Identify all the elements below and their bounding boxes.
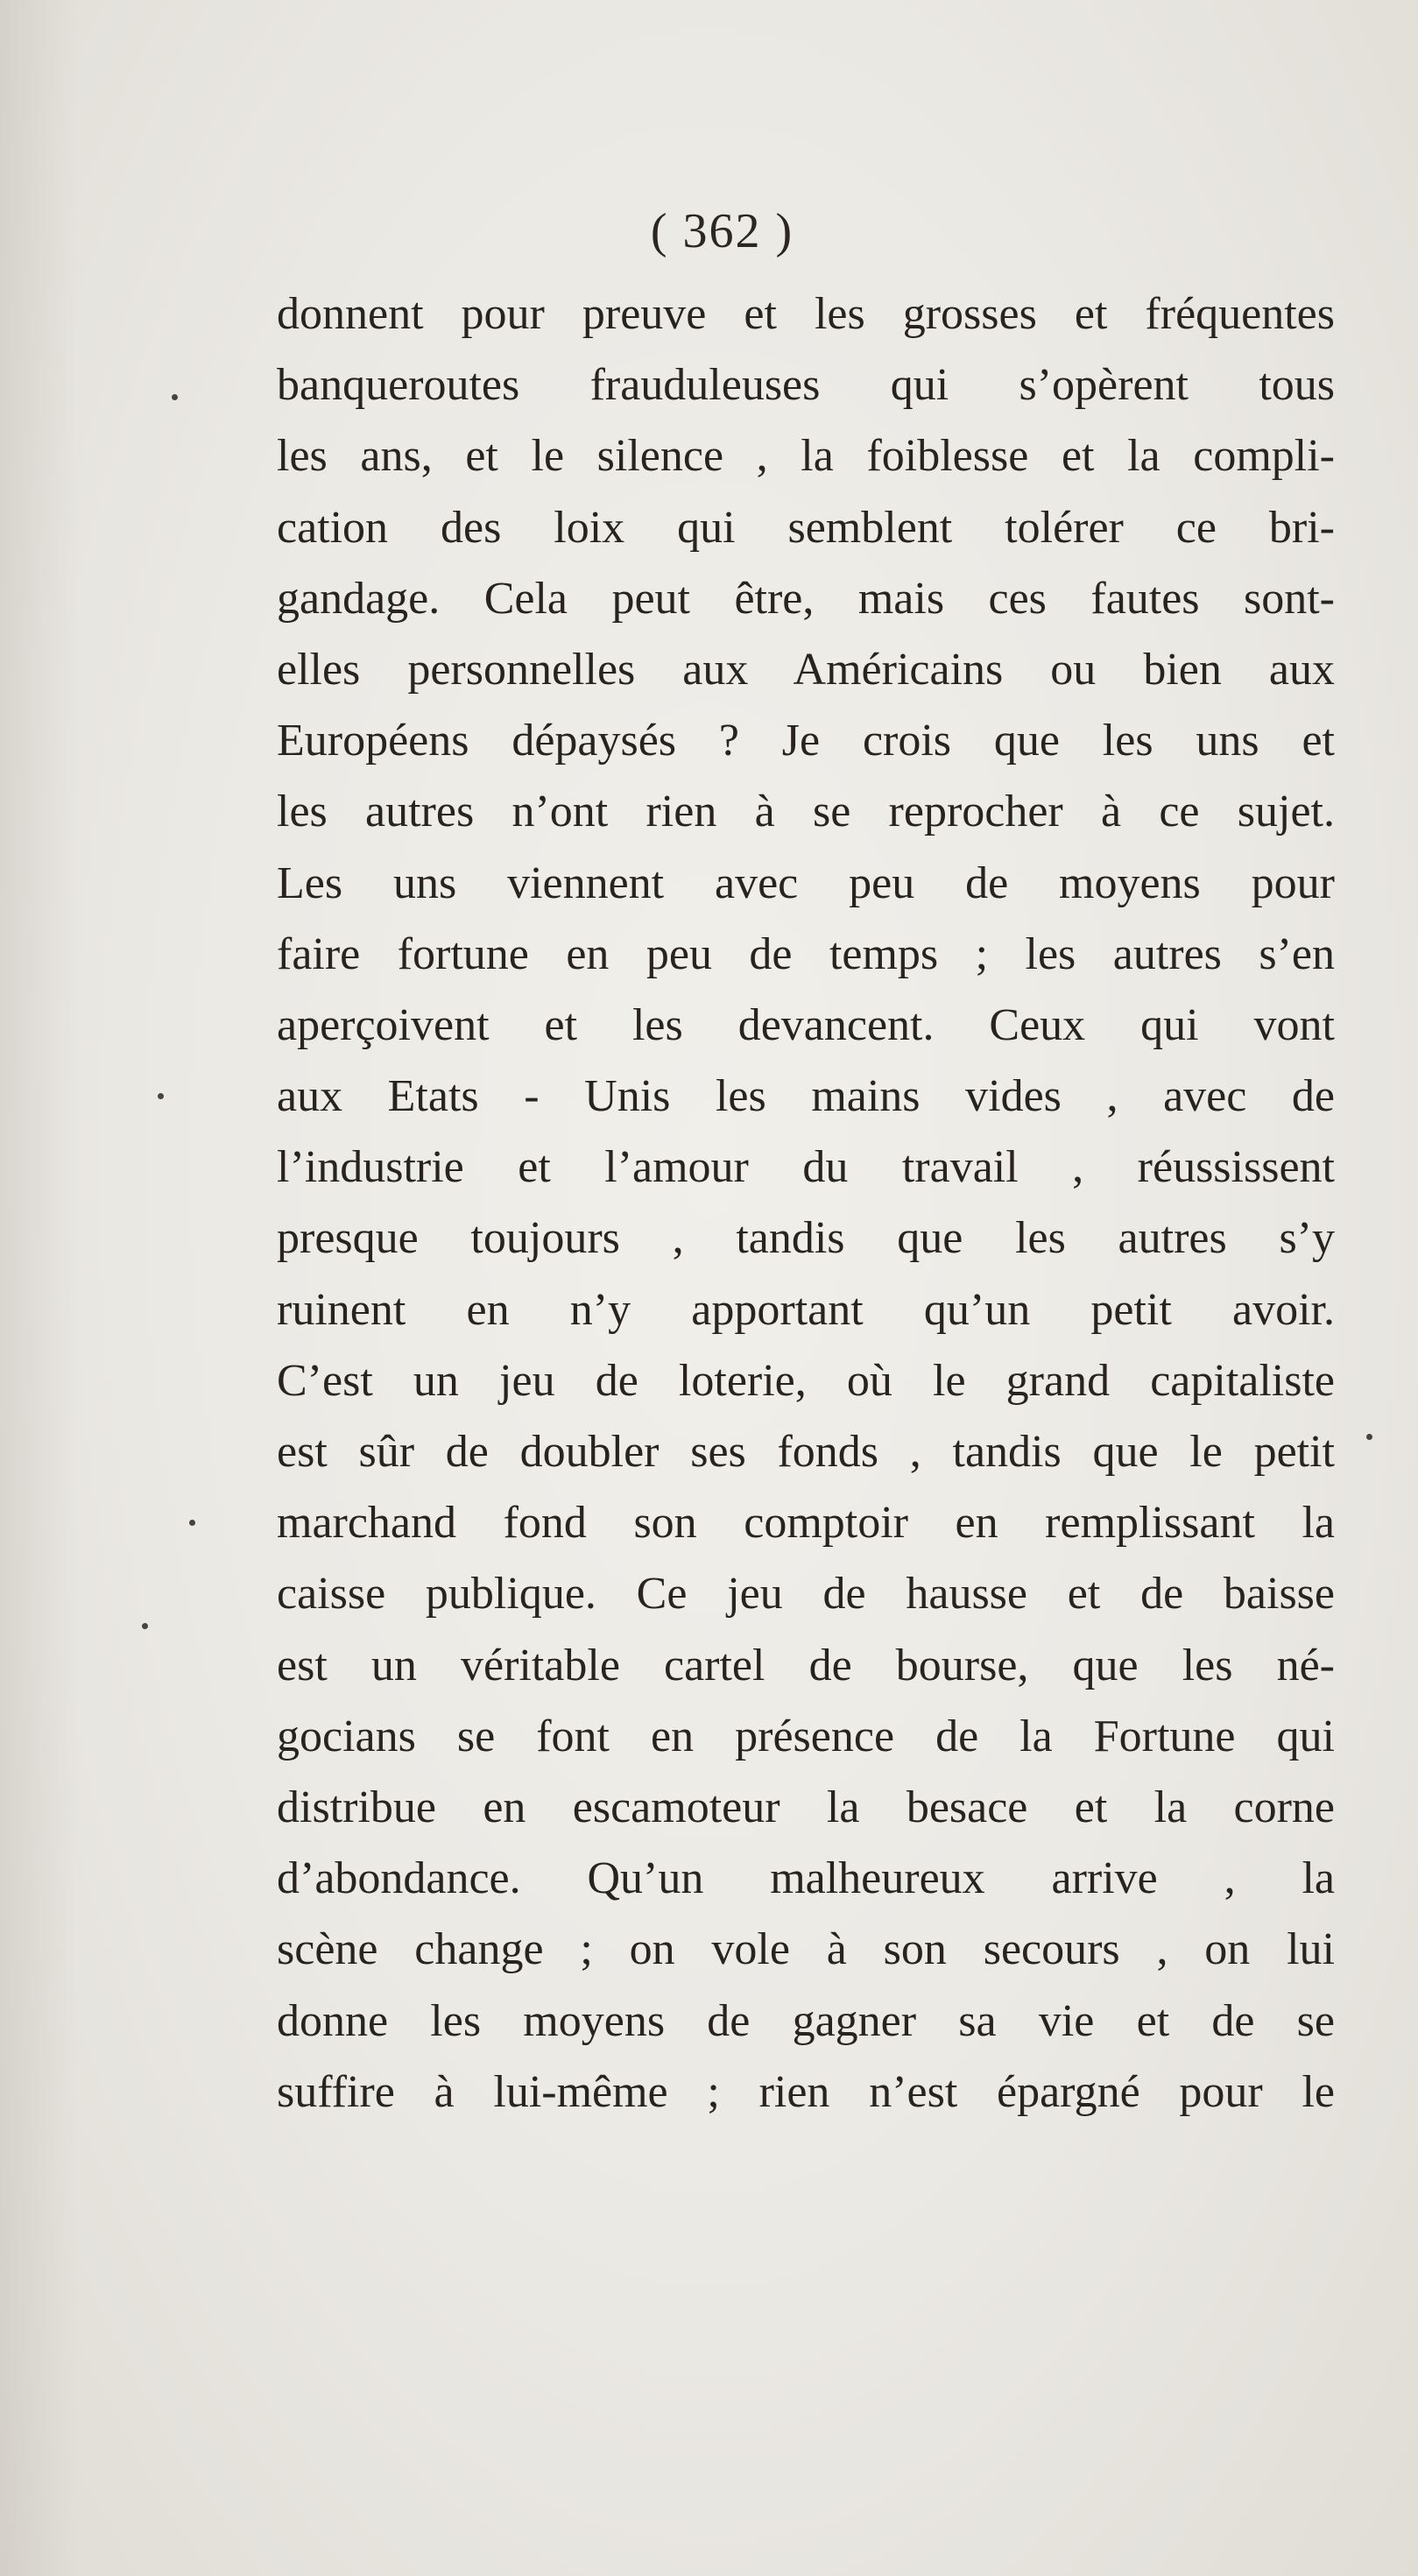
text-line: donnent pour preuve et les grosses et fréquentes bbox=[277, 289, 1335, 339]
text-line: elles personnelles aux Américains ou bien aux bbox=[277, 644, 1335, 695]
text-line: d’abondance. Qu’un malheureux arrive , la bbox=[277, 1853, 1335, 1904]
text-line: Européens dépaysés ? Je crois que les uns et bbox=[277, 716, 1335, 766]
body-text bbox=[277, 279, 1335, 2128]
ink-speck bbox=[1366, 1434, 1372, 1440]
text-line: caisse publique. Ce jeu de hausse et de baisse bbox=[277, 1569, 1335, 1620]
text-line: marchand fond son comptoir en remplissant la bbox=[277, 1498, 1335, 1549]
text-line: aux Etats - Unis les mains vides , avec de bbox=[277, 1071, 1335, 1122]
text-line: suffire à lui-même ; rien n’est épargné pour le bbox=[277, 2066, 1335, 2117]
text-line: C’est un jeu de loterie, où le grand capitaliste bbox=[277, 1355, 1335, 1406]
text-line: distribue en escamoteur la besace et la corne bbox=[277, 1782, 1335, 1832]
ink-speck bbox=[158, 1093, 164, 1099]
text-line: les autres n’ont rien à se reprocher à ce sujet. bbox=[277, 787, 1335, 837]
text-line: l’industrie et l’amour du travail , réussissent bbox=[277, 1142, 1335, 1193]
ink-speck bbox=[189, 1520, 195, 1526]
page-number: ( 362 ) bbox=[650, 204, 794, 258]
text-line: est un véritable cartel de bourse, que les né- bbox=[277, 1640, 1335, 1690]
text-line: scène change ; on vole à son secours , on lui bbox=[277, 1924, 1335, 1975]
ink-speck bbox=[172, 394, 178, 400]
text-line: faire fortune en peu de temps ; les autres s’en bbox=[277, 928, 1335, 979]
text-line: banqueroutes frauduleuses qui s’opèrent tous bbox=[277, 360, 1335, 411]
text-line: est sûr de doubler ses fonds , tandis que le petit bbox=[277, 1427, 1335, 1477]
text-line: les ans, et le silence , la foiblesse et la compli- bbox=[277, 431, 1335, 482]
page-fold-shadow bbox=[0, 0, 79, 2576]
ink-speck bbox=[142, 1623, 148, 1629]
text-line: presque toujours , tandis que les autres s’y bbox=[277, 1213, 1335, 1264]
text-line: Les uns viennent avec peu de moyens pour bbox=[277, 857, 1335, 908]
text-line: gocians se font en présence de la Fortune qui bbox=[277, 1711, 1335, 1761]
text-line: cation des loix qui semblent tolérer ce bri- bbox=[277, 502, 1335, 553]
text-line: ruinent en n’y apportant qu’un petit avoir. bbox=[277, 1284, 1335, 1335]
text-line: donne les moyens de gagner sa vie et de se bbox=[277, 1995, 1335, 2046]
text-line: aperçoivent et les devancent. Ceux qui vont bbox=[277, 999, 1335, 1050]
text-line: gandage. Cela peut être, mais ces fautes sont- bbox=[277, 573, 1335, 624]
